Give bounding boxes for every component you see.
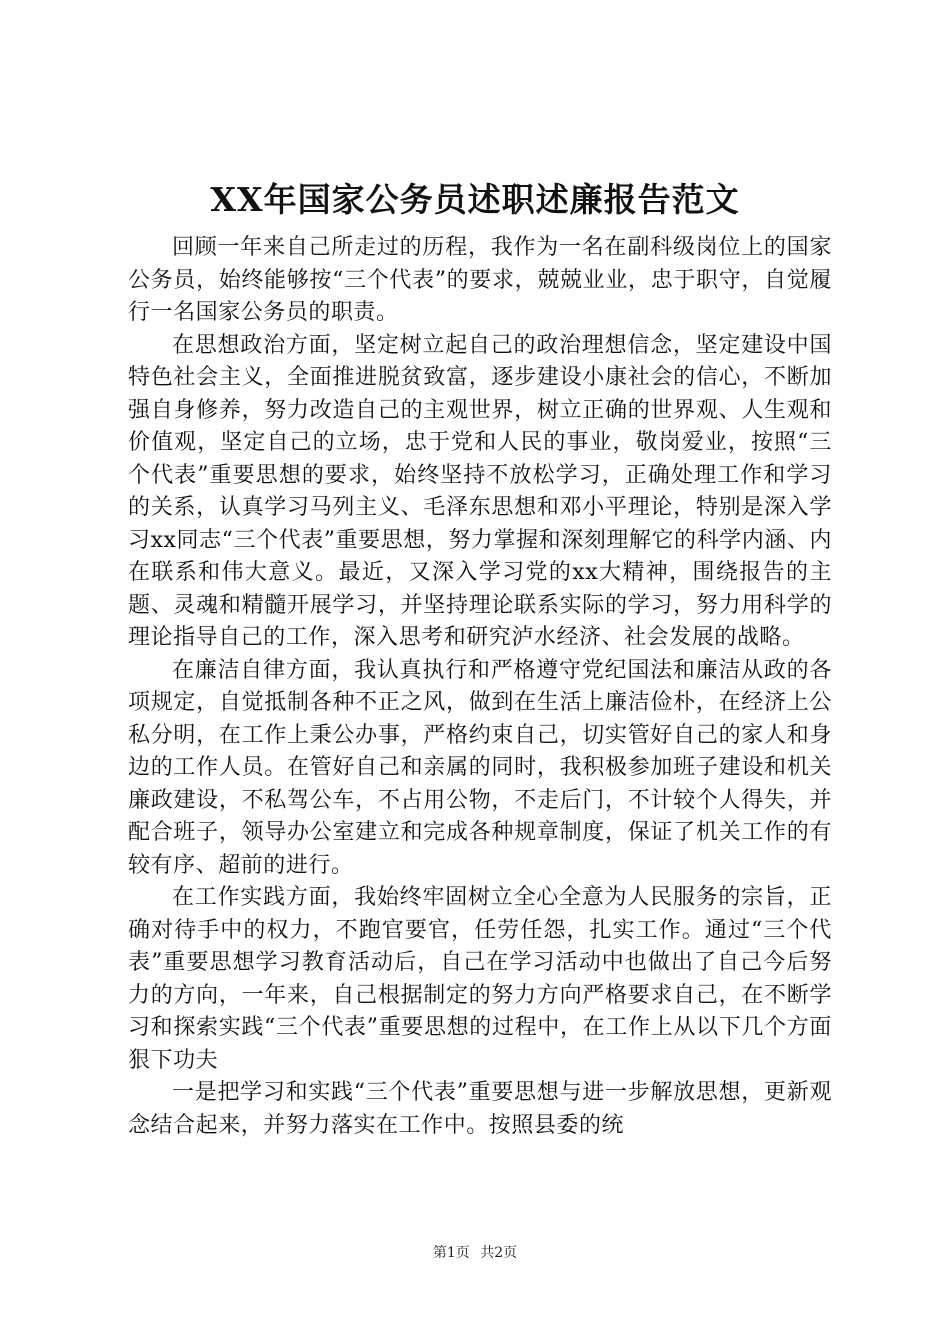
page-number: 第1页 — [432, 1245, 470, 1261]
document-title: XX年国家公务员述职述廉报告范文 — [210, 180, 740, 219]
page-total: 共2页 — [480, 1245, 518, 1261]
paragraph-intro: 回顾一年来自己所走过的历程，我作为一名在副科级岗位上的国家公务员，始终能够按“三个代表”的要求，兢兢业业，忠于职守，自觉履行一名国家公务员的职责。 — [128, 235, 832, 325]
paragraph-integrity: 在廉洁自律方面，我认真执行和严格遵守党纪国法和廉洁从政的各项规定，自觉抵制各种不正之风，做到在生活上廉洁俭朴，在经济上公私分明，在工作上秉公办事，严格约束自己，切实管好自己的家人和身边的工作人员。在管好自己和亲属的同时，我积极参加班子建设和机关廉政建设，不私驾公车，不占用公物，不走后门，不计较个人得失，并配合班子，领导办公室建立和完成各种规章制度，保证了机关工作的有较有序、超前的进行。 — [128, 657, 832, 878]
page-footer — [0, 1243, 950, 1263]
paragraph-political: 在思想政治方面，坚定树立起自己的政治理想信念，坚定建设中国特色社会主义，全面推进脱贫致富，逐步建设小康社会的信心，不断加强自身修养，努力改造自己的主观世界，树立正确的世界观、人生观和价值观，坚定自己的立场，忠于党和人民的事业，敬岗爱业，按照“三个代表”重要思想的要求，始终坚持不放松学习，正确处理工作和学习的关系，认真学习马列主义、毛泽东思想和邓小平理论，特别是深入学习xx同志“三个代表”重要思想，努力掌握和深刻理解它的科学内涵、内在联系和伟大意义。最近，又深入学习党的xx大精神，围绕报告的主题、灵魂和精髓开展学习，并坚持理论联系实际的学习，努力用科学的理论指导自己的工作，深入思考和研究泸水经济、社会发展的战略。 — [128, 332, 832, 650]
paragraph-point-one: 一是把学习和实践“三个代表”重要思想与进一步解放思想，更新观念结合起来，并努力落实在工作中。按照县委的统 — [128, 1080, 832, 1138]
document-body — [128, 232, 832, 1142]
paragraph-work-practice: 在工作实践方面，我始终牢固树立全心全意为人民服务的宗旨，正确对待手中的权力，不跑官要官，任劳任怨，扎实工作。通过“三个代表”重要思想学习教育活动后，自己在学习活动中也做出了自己今后努力的方向，一年来，自己根据制定的努力方向严格要求自己，在不断学习和探索实践“三个代表”重要思想的过程中，在工作上从以下几个方面狠下功夫 — [128, 885, 832, 1073]
